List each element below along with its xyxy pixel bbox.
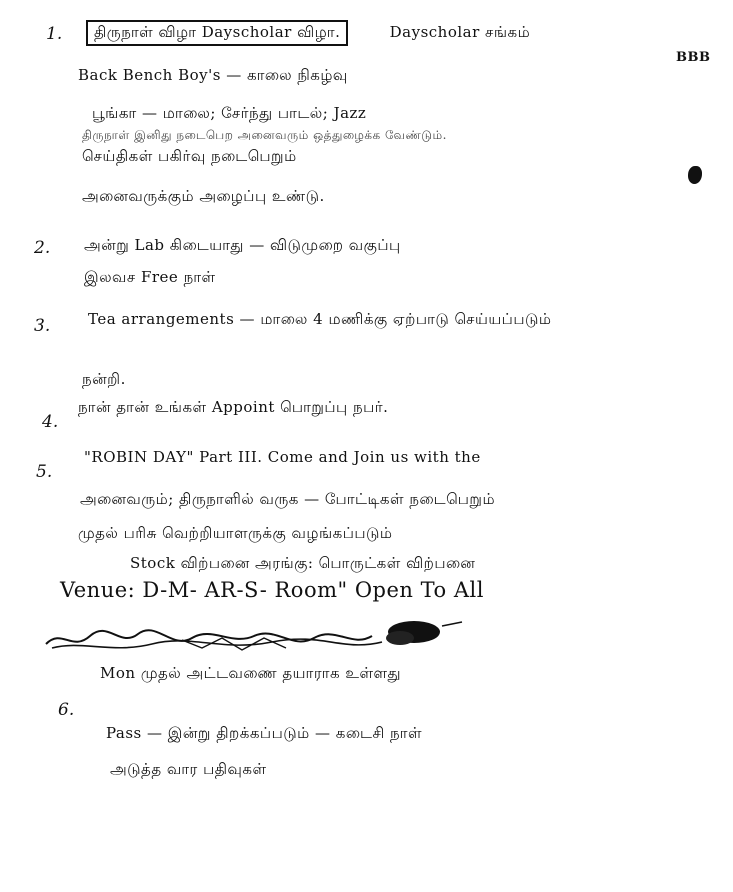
item-number: 4. [42,412,59,432]
boxed-title: திருநாள் விழா Dayscholar விழா. [86,20,348,46]
handwritten-line: இலவச Free நாள் [84,268,216,286]
handwritten-line: அனைவருக்கும் அழைப்பு உண்டு. [82,187,325,205]
handwritten-line: நான் தான் உங்கள் Appoint பொறுப்பு நபர். [78,398,389,416]
handwritten-line: முதல் பரிசு வெற்றியாளருக்கு வழங்கப்படும் [78,524,393,542]
handwritten-line: Pass — இன்று திறக்கப்படும் — கடைசி நாள் [106,724,422,742]
handwritten-line: அனைவரும்; திருநாளில் வருக — போட்டிகள் நடைபெறும் [80,490,496,508]
item-number: 2. [34,238,51,258]
dayscholar-note: Dayscholar சங்கம் [389,23,531,41]
handwritten-line: திருநாள் இனிது நடைபெற அனைவரும் ஒத்துழைக்க வேண்டும். [82,128,447,142]
handwritten-line: செய்திகள் பகிர்வு நடைபெறும் [82,147,297,165]
item-number: 3. [34,316,51,336]
item-1-heading [86,20,530,46]
handwritten-line: Mon முதல் அட்டவணை தயாராக உள்ளது [100,664,402,682]
handwritten-line: Stock விற்பனை அரங்கு: பொருட்கள் விற்பனை [130,554,476,572]
venue-line: Venue: D-M- AR-S- Room" Open To All [60,578,484,602]
handwritten-line: Back Bench Boy's — காலை நிகழ்வு [78,66,348,84]
handwritten-line: அடுத்த வார பதிவுகள் [110,760,267,778]
crossed-out-scribble [42,618,472,658]
handwritten-line: அன்று Lab கிடையாது — விடுமுறை வகுப்பு [84,236,401,254]
handwritten-line: Tea arrangements — மாலை 4 மணிக்கு ஏற்பாடு செய்யப்படும் [88,310,552,328]
ink-blot [688,166,702,184]
margin-note: BBB [676,50,711,65]
item-number: 5. [36,462,53,482]
handwritten-line: பூங்கா — மாலை; சேர்ந்து பாடல்; Jazz [92,104,367,122]
handwritten-line: நன்றி. [82,370,126,388]
item-number: 6. [58,700,75,720]
handwritten-line: "ROBIN DAY" Part III. Come and Join us with the [84,448,481,466]
item-number: 1. [46,24,63,44]
